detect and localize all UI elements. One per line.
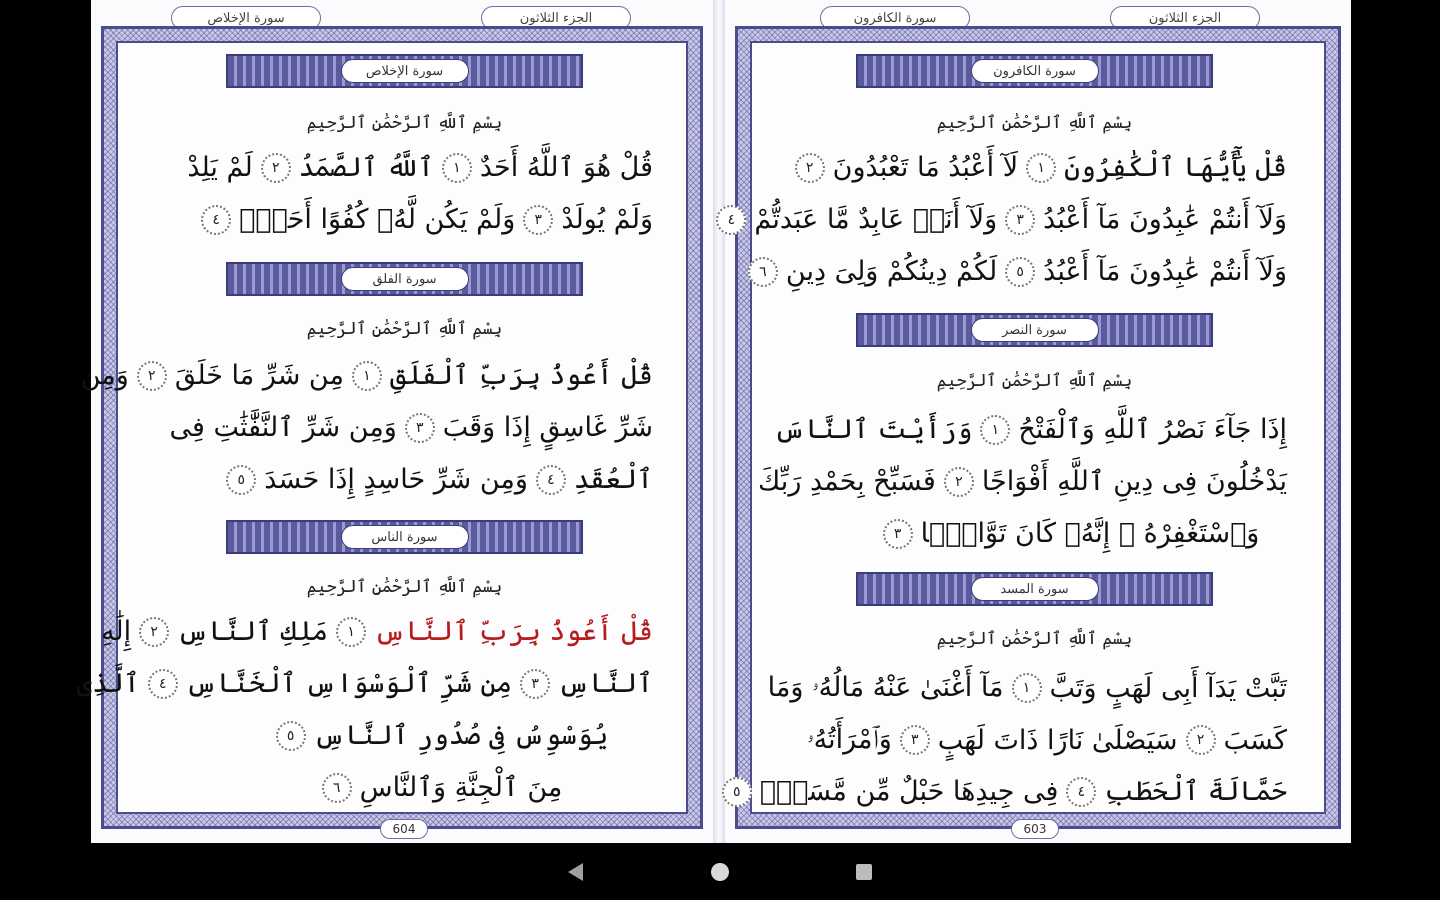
- ayah-text: يُوَسْوِسُ فِى صُدُورِ ٱلنَّاسِ: [313, 720, 609, 751]
- ayah-text: قُلْ يَٰٓأَيُّهَا ٱلْكَٰفِرُونَ: [1064, 152, 1287, 183]
- ayah-marker: ٤: [1066, 777, 1096, 807]
- ayah-marker: ٢: [1186, 725, 1216, 755]
- ayah-line[interactable]: [76, 668, 653, 699]
- bismillah: بِسْمِ ٱللَّهِ ٱلرَّحْمَٰنِ ٱلرَّحِيمِ: [936, 113, 1133, 133]
- ayah-text: لَكُمْ دِينُكُمْ وَلِىَ دِينِ: [785, 256, 998, 287]
- ayah-text: وَمِن شَرِّ ٱلنَّفَّٰثَٰتِ فِى: [169, 412, 397, 443]
- ayah-marker: ٥: [226, 465, 256, 495]
- surah-banner: [226, 54, 583, 88]
- ayah-marker: ٣: [523, 205, 553, 235]
- ayah-text: وَٱسْتَغْفِرْهُ ۚ إِنَّهُۥ كَانَ تَوَّابًۢا: [920, 518, 1260, 549]
- surah-banner: [856, 572, 1213, 606]
- home-circle-icon: [705, 857, 735, 887]
- ayah-marker: ٣: [1005, 205, 1035, 235]
- ayah-text: مِن شَرِّ ٱلْوَسْوَاسِ ٱلْخَنَّاسِ: [185, 668, 513, 699]
- ayah-marker: ١: [352, 361, 382, 391]
- ayah-text: لَآ أَعْبُدُ مَا تَعْبُدُونَ: [832, 152, 1019, 183]
- ayah-text: مِنَ ٱلْجِنَّةِ وَٱلنَّاسِ: [359, 772, 563, 803]
- ayah-text: تَبَّتْ يَدَآ أَبِى لَهَبٍ وَتَبَّ: [1049, 672, 1287, 704]
- ayah-text: ٱلَّذِى: [76, 668, 140, 699]
- ayah-text: فِى جِيدِهَا حَبْلٌ مِّن مَّسَدٍۭ: [759, 776, 1059, 807]
- ayah-text: سَيَصْلَىٰ نَارًا ذَاتَ لَهَبٍ: [937, 724, 1178, 756]
- ayah-line[interactable]: [231, 720, 653, 751]
- ayah-text: قُلْ هُوَ ٱللَّهُ أَحَدٌ: [479, 152, 653, 183]
- ayah-marker: ٤: [536, 465, 566, 495]
- surah-title: سورة الفلق: [341, 267, 469, 291]
- surah-title: سورة الإخلاص: [341, 59, 469, 83]
- ayah-line[interactable]: [855, 518, 1287, 549]
- ayah-text: وَرَأَيْتَ ٱلنَّاسَ: [773, 414, 973, 445]
- juz-header-label: الجزء الثلاثون: [1110, 6, 1260, 30]
- ayah-text: يَدْخُلُونَ فِى دِينِ ٱللَّهِ أَفْوَاجًا: [981, 466, 1287, 497]
- back-button[interactable]: [561, 857, 591, 887]
- recents-square-icon: [849, 857, 879, 887]
- ayah-text: وَلَمْ يَكُن لَّهُۥ كُفُوًا أَحَدٌۢ: [239, 204, 516, 235]
- ayah-line[interactable]: [226, 464, 653, 495]
- surah-banner: [226, 520, 583, 554]
- ayah-marker: ٤: [148, 669, 178, 699]
- surah-banner: [856, 54, 1213, 88]
- ayah-marker: ٢: [944, 467, 974, 497]
- ayah-text: وَلَآ أَنتُمْ عَٰبِدُونَ مَآ أَعْبُدُ: [1043, 256, 1287, 287]
- surah-title: سورة المسد: [971, 577, 1099, 601]
- ayah-text: وَمِن شَرِّ حَاسِدٍ إِذَا حَسَدَ: [264, 464, 528, 495]
- ayah-text: وَلَمْ يُولَدْ: [561, 204, 653, 235]
- page-603[interactable]: [725, 0, 1351, 843]
- page-604[interactable]: [76, 0, 713, 843]
- ayah-text: شَرِّ غَاسِقٍ إِذَا وَقَبَ: [442, 412, 653, 443]
- ayah-marker: ٥: [1005, 257, 1035, 287]
- ayah-marker: ٥: [722, 777, 752, 807]
- ayah-text: إِذَا جَآءَ نَصْرُ ٱللَّهِ وَٱلْفَتْحُ: [1018, 414, 1287, 445]
- ayah-marker: ١: [1026, 153, 1056, 183]
- ayah-text: ٱللَّهُ ٱلصَّمَدُ: [298, 152, 434, 183]
- ayah-text: وَٱمْرَأَتُهُۥ: [806, 724, 892, 755]
- ayah-marker: ٣: [900, 725, 930, 755]
- back-triangle-icon: [561, 857, 591, 887]
- ayah-marker: ٢: [139, 617, 169, 647]
- ayah-text: مَآ أَغْنَىٰ عَنْهُ مَالُهُۥ وَمَا: [767, 672, 1004, 703]
- ayah-marker: ٢: [795, 153, 825, 183]
- bismillah: بِسْمِ ٱللَّهِ ٱلرَّحْمَٰنِ ٱلرَّحِيمِ: [936, 629, 1133, 649]
- surah-banner: [856, 313, 1213, 347]
- ayah-marker: ٤: [716, 205, 746, 235]
- ayah-line[interactable]: [170, 412, 654, 443]
- juz-header-label: الجزء الثلاثون: [481, 6, 631, 30]
- page-number: 604: [380, 819, 428, 839]
- system-navigation-bar: [0, 843, 1440, 900]
- ayah-text: لَمْ يَلِدْ: [187, 152, 253, 183]
- ayah-text: قُلْ أَعُوذُ بِرَبِّ ٱلنَّاسِ: [374, 616, 653, 647]
- ayah-text: كَسَبَ: [1223, 724, 1287, 756]
- ayah-text: مَلِكِ ٱلنَّاسِ: [177, 616, 329, 647]
- ayah-line[interactable]: [768, 672, 1287, 704]
- ayah-line[interactable]: [231, 772, 653, 803]
- home-button[interactable]: [705, 857, 735, 887]
- ayah-line[interactable]: [807, 724, 1287, 756]
- ayah-marker: ٣: [883, 519, 913, 549]
- surah-header-label: سورة الكافرون: [820, 6, 970, 30]
- book-spine: [713, 0, 725, 843]
- surah-title: سورة الناس: [341, 525, 469, 549]
- ayah-line[interactable]: [187, 152, 653, 183]
- surah-title: سورة النصر: [971, 318, 1099, 342]
- ayah-text: وَلَآ أَنتُمْ عَٰبِدُونَ مَآ أَعْبُدُ: [1043, 204, 1287, 235]
- ayah-line[interactable]: [81, 360, 653, 391]
- ayah-text: وَلَآ أَنَا۠ عَابِدٌ مَّا عَبَدتُّمْ: [754, 204, 998, 235]
- ayah-marker: ١: [442, 153, 472, 183]
- ayah-marker: ١: [336, 617, 366, 647]
- ayah-text: ٱلنَّاسِ: [558, 668, 653, 699]
- ayah-marker: ٢: [137, 361, 167, 391]
- bismillah: بِسْمِ ٱللَّهِ ٱلرَّحْمَٰنِ ٱلرَّحِيمِ: [306, 319, 503, 339]
- ayah-line[interactable]: [774, 414, 1287, 445]
- ayah-marker: ٥: [276, 721, 306, 751]
- ayah-text: وَمِن: [80, 360, 129, 391]
- surah-header-label: سورة الإخلاص: [171, 6, 321, 30]
- ayah-text: فَسَبِّحْ بِحَمْدِ رَبِّكَ: [758, 466, 936, 497]
- surah-title: سورة الكافرون: [971, 59, 1099, 83]
- ayah-line[interactable]: [795, 152, 1287, 183]
- ayah-line[interactable]: [722, 776, 1287, 807]
- ayah-text: حَمَّالَةَ ٱلْحَطَبِ: [1104, 776, 1287, 807]
- ayah-line[interactable]: [201, 204, 653, 235]
- ayah-line[interactable]: [716, 204, 1287, 235]
- bismillah: بِسْمِ ٱللَّهِ ٱلرَّحْمَٰنِ ٱلرَّحِيمِ: [936, 371, 1133, 391]
- ayah-text: ٱلْعُقَدِ: [573, 464, 653, 495]
- ayah-marker: ٣: [405, 413, 435, 443]
- ayah-text: قُلْ أَعُوذُ بِرَبِّ ٱلْفَلَقِ: [389, 360, 653, 391]
- page-number: 603: [1011, 819, 1059, 839]
- bismillah: بِسْمِ ٱللَّهِ ٱلرَّحْمَٰنِ ٱلرَّحِيمِ: [306, 577, 503, 597]
- ayah-marker: ١: [1012, 673, 1042, 703]
- ayah-marker: ٦: [748, 257, 778, 287]
- bismillah: بِسْمِ ٱللَّهِ ٱلرَّحْمَٰنِ ٱلرَّحِيمِ: [306, 113, 503, 133]
- ayah-marker: ٢: [261, 153, 291, 183]
- ayah-marker: ٦: [322, 773, 352, 803]
- ayah-marker: ٤: [201, 205, 231, 235]
- ayah-marker: ٣: [520, 669, 550, 699]
- ayah-line-highlighted[interactable]: [101, 616, 653, 647]
- ayah-line[interactable]: [748, 256, 1287, 287]
- ayah-text: مِن شَرِّ مَا خَلَقَ: [174, 360, 344, 391]
- ayah-text: إِلَٰهِ: [100, 616, 132, 647]
- ayah-line[interactable]: [758, 466, 1287, 497]
- ayah-marker: ١: [980, 415, 1010, 445]
- recents-button[interactable]: [849, 857, 879, 887]
- surah-banner: [226, 262, 583, 296]
